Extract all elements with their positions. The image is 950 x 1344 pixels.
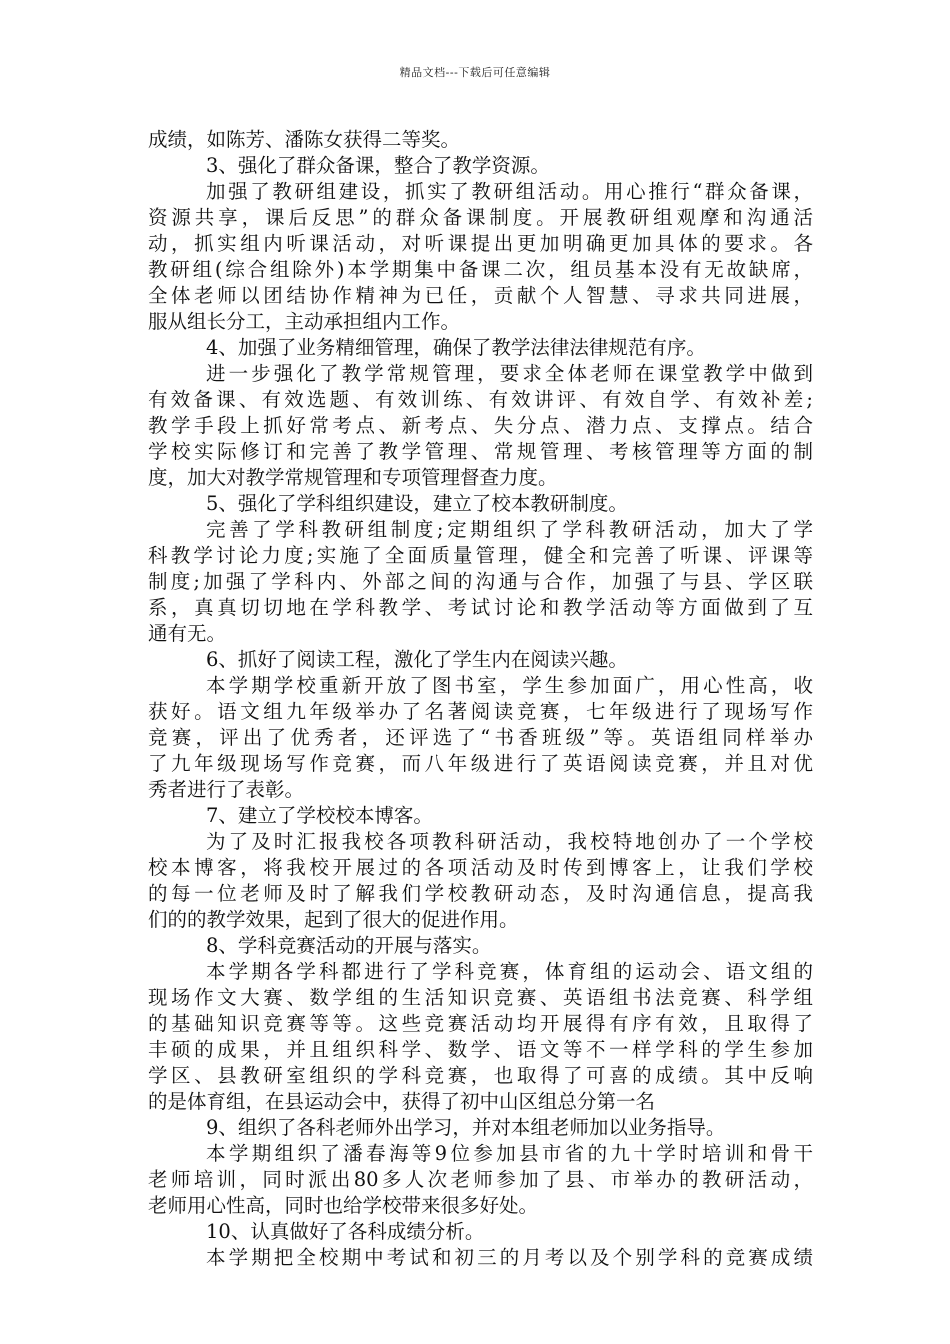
text-line: 7、建立了学校校本博客。: [206, 804, 433, 827]
text-line: 服从组长分工，主动承担组内工作。: [148, 310, 461, 333]
text-line: 了九年级现场写作竞赛，而八年级进行了英语阅读竞赛，并且对优: [148, 752, 813, 775]
text-line: 本学期把全校期中考试和初三的月考以及个别学科的竞赛成绩: [206, 1246, 813, 1269]
text-line: 老师用心性高，同时也给学校带来很多好处。: [148, 1194, 539, 1217]
text-line: 获好。语文组九年级举办了名著阅读竞赛，七年级进行了现场写作: [148, 700, 813, 723]
text-line: 科教学讨论力度;实施了全面质量管理，健全和完善了听课、评课等: [148, 544, 813, 567]
text-line: 10、认真做好了各科成绩分析。: [206, 1220, 485, 1243]
text-line: 4、加强了业务精细管理，确保了教学法律法律规范有序。: [206, 336, 706, 359]
text-line: 教学手段上抓好常考点、新考点、失分点、潜力点、支撑点。结合: [148, 414, 813, 437]
text-line: 动，抓实组内听课活动，对听课提出更加明确更加具体的要求。各: [148, 232, 813, 255]
text-line: 老师培训，同时派出80多人次老师参加了县、市举办的教研活动，: [148, 1168, 813, 1191]
text-line: 教研组(综合组除外)本学期集中备课二次，组员基本没有无故缺席，: [148, 258, 813, 281]
text-line: 校本博客，将我校开展过的各项活动及时传到博客上，让我们学校: [148, 856, 813, 879]
text-line: 为了及时汇报我校各项教科研活动，我校特地创办了一个学校: [206, 830, 813, 853]
text-line: 竞赛，评出了优秀者，还评选了“书香班级”等。英语组同样举办: [148, 726, 813, 749]
text-line: 全体老师以团结协作精神为已任，贡献个人智慧、寻求共同进展，: [148, 284, 813, 307]
text-line: 加强了教研组建设，抓实了教研组活动。用心推行“群众备课，: [206, 180, 813, 203]
text-line: 完善了学科教研组制度;定期组织了学科教研活动，加大了学: [206, 518, 813, 541]
text-line: 度，加大对教学常规管理和专项管理督查力度。: [148, 466, 558, 489]
text-line: 们的的教学效果，起到了很大的促进作用。: [148, 908, 519, 931]
text-line: 成绩，如陈芳、潘陈女获得二等奖。: [148, 128, 461, 151]
text-line: 现场作文大赛、数学组的生活知识竞赛、英语组书法竞赛、科学组: [148, 986, 813, 1009]
text-line: 的是体育组，在县运动会中，获得了初中山区组总分第一名: [148, 1090, 656, 1113]
text-line: 制度;加强了学科内、外部之间的沟通与合作，加强了与县、学区联: [148, 570, 813, 593]
text-line: 9、组织了各科老师外出学习，并对本组老师加以业务指导。: [206, 1116, 726, 1139]
text-line: 的每一位老师及时了解我们学校教研动态，及时沟通信息，提高我: [148, 882, 813, 905]
text-line: 6、抓好了阅读工程，激化了学生内在阅读兴趣。: [206, 648, 628, 671]
text-line: 5、强化了学科组织建设，建立了校本教研制度。: [206, 492, 628, 515]
text-line: 学校实际修订和完善了教学管理、常规管理、考核管理等方面的制: [148, 440, 813, 463]
text-line: 通有无。: [148, 622, 227, 645]
text-line: 8、学科竞赛活动的开展与落实。: [206, 934, 492, 957]
page-header: 精品文档---下载后可任意编辑: [399, 66, 551, 79]
text-line: 本学期组织了潘春海等9位参加县市省的九十学时培训和骨干: [206, 1142, 813, 1165]
text-line: 的基础知识竞赛等等。这些竞赛活动均开展得有序有效，且取得了: [148, 1012, 813, 1035]
text-line: 系，真真切切地在学科教学、考试讨论和教学活动等方面做到了互: [148, 596, 813, 619]
text-line: 本学期学校重新开放了图书室，学生参加面广，用心性高，收: [206, 674, 813, 697]
text-line: 资源共享，课后反思”的群众备课制度。开展教研组观摩和沟通活: [148, 206, 813, 229]
text-line: 本学期各学科都进行了学科竞赛，体育组的运动会、语文组的: [206, 960, 813, 983]
text-line: 有效备课、有效选题、有效训练、有效讲评、有效自学、有效补差;: [148, 388, 813, 411]
document-body: [148, 127, 813, 1271]
text-line: 秀者进行了表彰。: [148, 778, 305, 801]
text-line: 丰硕的成果，并且组织科学、数学、语文等不一样学科的学生参加: [148, 1038, 813, 1061]
text-line: 3、强化了群众备课，整合了教学资源。: [206, 154, 550, 177]
text-line: 学区、县教研室组织的学科竞赛，也取得了可喜的成绩。其中反响: [148, 1064, 813, 1087]
text-line: 进一步强化了教学常规管理，要求全体老师在课堂教学中做到: [206, 362, 813, 385]
